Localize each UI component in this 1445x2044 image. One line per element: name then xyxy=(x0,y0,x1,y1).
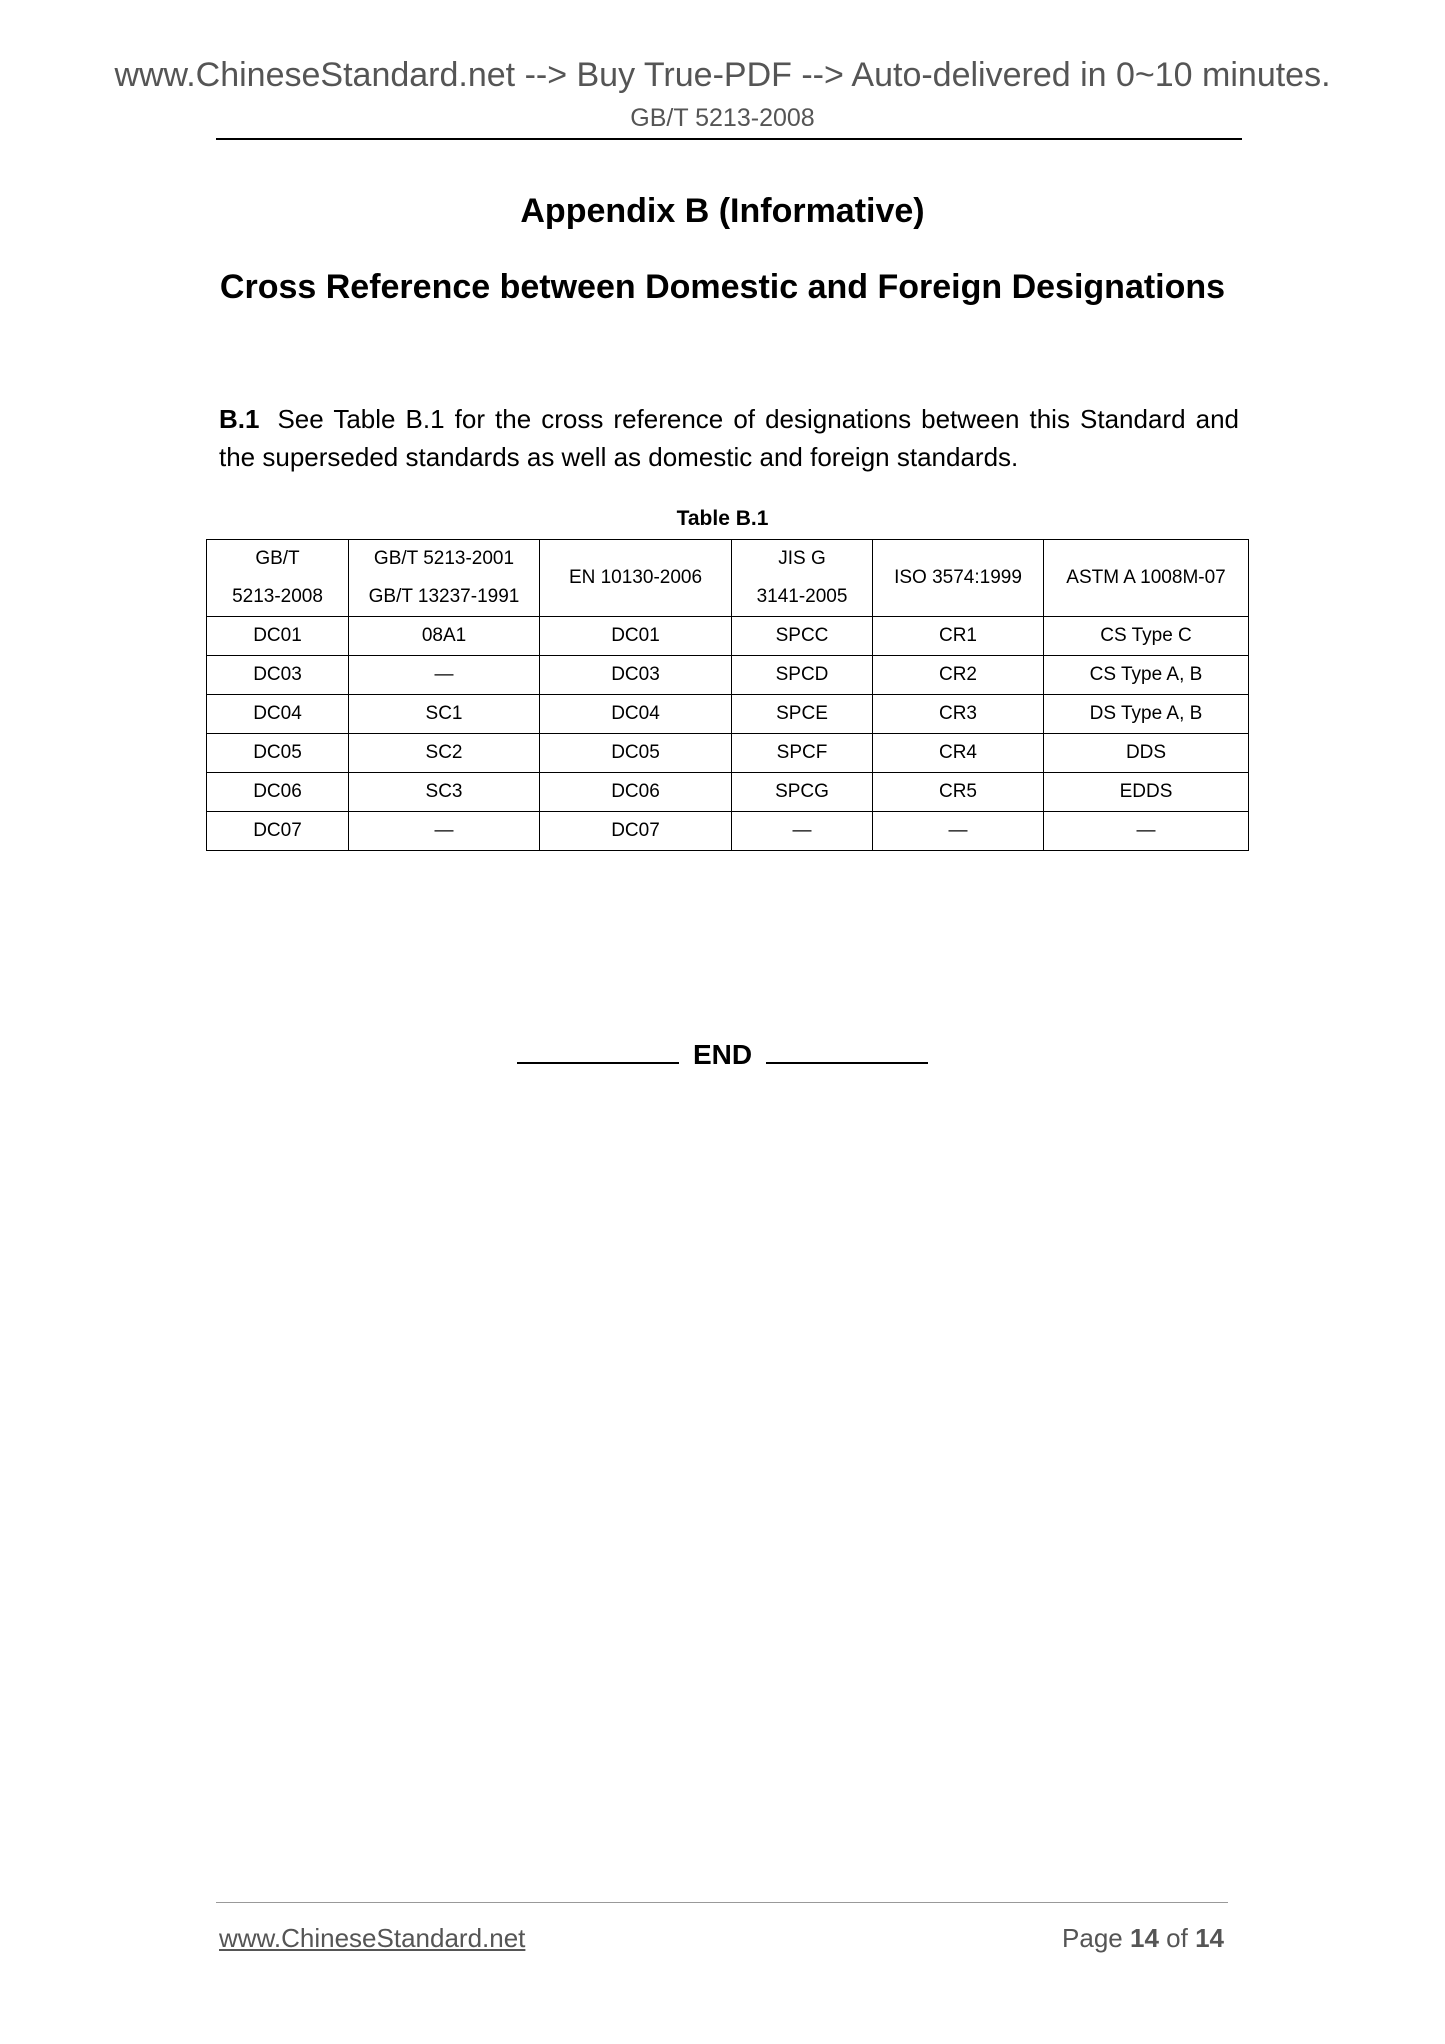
table-cell: — xyxy=(732,812,873,851)
table-row xyxy=(207,656,1249,695)
page-total: 14 xyxy=(1195,1923,1224,1953)
table-body xyxy=(207,617,1249,851)
designation-cross-reference-table xyxy=(206,539,1249,851)
table-cell: — xyxy=(349,812,540,851)
table-cell: DC06 xyxy=(540,773,732,812)
table-cell: SPCD xyxy=(732,656,873,695)
table-cell: DC03 xyxy=(207,656,349,695)
table-cell: — xyxy=(873,812,1044,851)
table-cell: DC04 xyxy=(207,695,349,734)
table-cell: DS Type A, B xyxy=(1044,695,1249,734)
table-cell: DC01 xyxy=(540,617,732,656)
table-cell: SC2 xyxy=(349,734,540,773)
column-header-line: EN 10130-2006 xyxy=(568,567,703,588)
clause-number: B.1 xyxy=(219,404,260,434)
table-cell: DC07 xyxy=(207,812,349,851)
table-cell: 08A1 xyxy=(349,617,540,656)
column-header-line: GB/T 5213-2001 xyxy=(373,548,515,569)
end-mark xyxy=(0,1034,1445,1071)
column-header-line: JIS G xyxy=(778,548,826,569)
end-line-right xyxy=(766,1034,928,1064)
page-indicator xyxy=(1062,1923,1224,1954)
column-header xyxy=(1044,540,1249,617)
end-label: END xyxy=(692,1039,753,1070)
table-row xyxy=(207,773,1249,812)
end-line-left xyxy=(517,1034,679,1064)
column-header xyxy=(732,540,873,617)
table-cell: DC06 xyxy=(207,773,349,812)
document-number: GB/T 5213-2008 xyxy=(630,104,815,132)
appendix-title: Appendix B (Informative) xyxy=(520,192,925,230)
table-cell: SPCC xyxy=(732,617,873,656)
table-cell: DC05 xyxy=(207,734,349,773)
column-header xyxy=(540,540,732,617)
clause-paragraph xyxy=(219,400,1239,476)
table-row xyxy=(207,695,1249,734)
table-cell: CS Type C xyxy=(1044,617,1249,656)
table-cell: SC1 xyxy=(349,695,540,734)
column-header-line: ASTM A 1008M-07 xyxy=(1066,567,1226,588)
table-cell: CR2 xyxy=(873,656,1044,695)
column-header-line: ISO 3574:1999 xyxy=(894,567,1022,588)
table-header xyxy=(207,540,1249,617)
table-cell: DDS xyxy=(1044,734,1249,773)
table-cell: CS Type A, B xyxy=(1044,656,1249,695)
table-cell: DC05 xyxy=(540,734,732,773)
table-caption: Table B.1 xyxy=(676,507,769,530)
table-cell: — xyxy=(349,656,540,695)
table-header-row xyxy=(207,540,1249,617)
table-cell: DC03 xyxy=(540,656,732,695)
column-header-line: 5213-2008 xyxy=(232,586,323,607)
table-cell: EDDS xyxy=(1044,773,1249,812)
table-row xyxy=(207,617,1249,656)
table-cell: CR3 xyxy=(873,695,1044,734)
clause-text: See Table B.1 for the cross reference of designations between this Standard and the superseded standards as well as domestic and foreign standards. xyxy=(219,404,1239,472)
table-cell: CR5 xyxy=(873,773,1044,812)
table-cell: CR4 xyxy=(873,734,1044,773)
table-cell: — xyxy=(1044,812,1249,851)
table-row xyxy=(207,734,1249,773)
footer-divider xyxy=(216,1902,1228,1903)
column-header xyxy=(349,540,540,617)
page-prefix: Page xyxy=(1062,1923,1123,1953)
table-cell: DC04 xyxy=(540,695,732,734)
column-header-line: 3141-2005 xyxy=(756,586,848,607)
column-header-line: GB/T 13237-1991 xyxy=(368,586,520,607)
table-cell: DC07 xyxy=(540,812,732,851)
header-divider xyxy=(216,138,1242,140)
table-cell: SPCG xyxy=(732,773,873,812)
column-header xyxy=(873,540,1044,617)
table-cell: SC3 xyxy=(349,773,540,812)
table-cell: SPCE xyxy=(732,695,873,734)
table-row xyxy=(207,812,1249,851)
column-header xyxy=(207,540,349,617)
table-cell: CR1 xyxy=(873,617,1044,656)
table-cell: DC01 xyxy=(207,617,349,656)
page-current: 14 xyxy=(1130,1923,1159,1953)
table-cell: SPCF xyxy=(732,734,873,773)
footer-site-link[interactable]: www.ChineseStandard.net xyxy=(219,1923,526,1953)
site-banner: www.ChineseStandard.net --> Buy True-PDF --> Auto-delivered in 0~10 minutes. xyxy=(114,56,1331,94)
column-header-line: GB/T xyxy=(255,548,300,569)
section-title: Cross Reference between Domestic and Foreign Designations xyxy=(219,268,1226,306)
page-of: of xyxy=(1166,1923,1188,1953)
